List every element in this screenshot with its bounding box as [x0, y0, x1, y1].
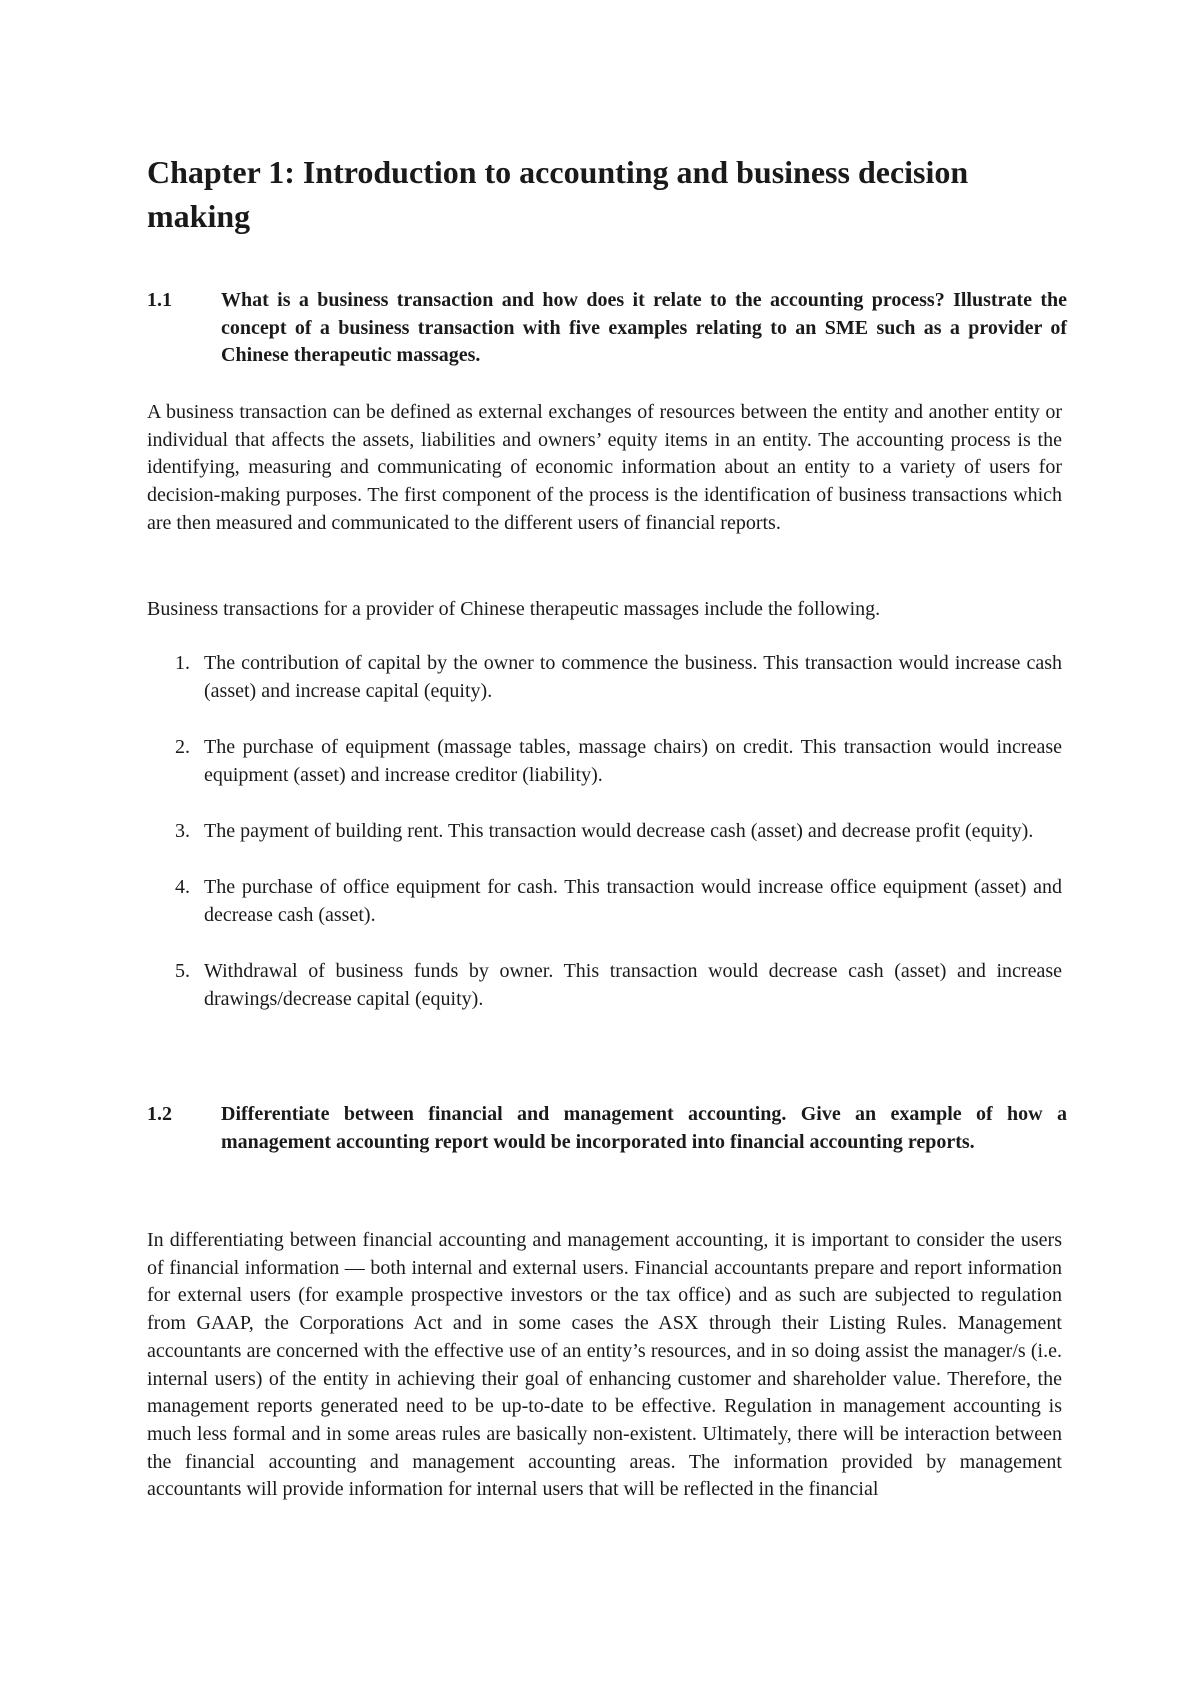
section-heading-1-1	[147, 287, 1067, 370]
transaction-list	[147, 649, 1062, 1041]
list-item	[147, 873, 1062, 929]
section-number: 1.1	[147, 289, 172, 311]
list-item	[147, 649, 1062, 705]
section-number: 1.2	[147, 1103, 172, 1125]
section-question: Differentiate between financial and management accounting. Give an example of how a management accounting report would be incorporated into financial accounting reports.	[221, 1103, 1067, 1153]
list-item-text: The purchase of equipment (massage tables, massage chairs) on credit. This transaction would increase equipment (asset) and increase creditor (liability).	[204, 736, 1062, 786]
chapter-title: Chapter 1: Introduction to accounting and business decision making	[147, 154, 969, 234]
list-item-number: 3.	[175, 820, 190, 842]
list-item-text: Withdrawal of business funds by owner. This transaction would decrease cash (asset) and increase drawings/decrease capital (equity).	[204, 960, 1062, 1010]
section-heading-1-2	[147, 1101, 1067, 1156]
list-item-number: 5.	[175, 960, 190, 982]
list-item	[147, 957, 1062, 1013]
list-item-text: The payment of building rent. This transaction would decrease cash (asset) and decrease profit (equity).	[204, 820, 1034, 842]
list-item-number: 1.	[175, 652, 190, 674]
list-item	[147, 817, 1062, 845]
list-item-number: 4.	[175, 876, 190, 898]
list-item-text: The contribution of capital by the owner to commence the business. This transaction would increase cash (asset) and increase capital (equity).	[204, 652, 1062, 702]
paragraph-business-transaction: A business transaction can be defined as external exchanges of resources between the entity and another entity or individual that affects the assets, liabilities and owners’ equity items in an entity. The accounting process is the identifying, measuring and communicating of economic information about an entity to a variety of users for decision-making purposes. The first component of the process is the identification of business transactions which are then measured and communicated to the different users of financial reports.	[147, 401, 1062, 534]
paragraph-transactions-intro: Business transactions for a provider of Chinese therapeutic massages include the following.	[147, 598, 881, 620]
list-item	[147, 733, 1062, 789]
section-question: What is a business transaction and how does it relate to the accounting process? Illustrate the concept of a business transaction with five examples relating to an SME such as a provider of Chinese therapeutic massages.	[221, 289, 1067, 366]
list-item-number: 2.	[175, 736, 190, 758]
paragraph-financial-vs-management: In differentiating between financial accounting and management accounting, it is important to consider the users of financial information — both internal and external users. Financial accountants prepare and report information for external users (for example prospective investors or the tax office) and as such are subjected to regulation from GAAP, the Corporations Act and in some cases the ASX through their Listing Rules. Management accountants are concerned with the effective use of an entity’s resources, and in so doing assist the manager/s (i.e. internal users) of the entity in achieving their goal of enhancing customer and shareholder value. Therefore, the management reports generated need to be up-to-date to be effective. Regulation in management accounting is much less formal and in some areas rules are basically non-existent. Ultimately, there will be interaction between the financial accounting and management accounting areas. The information provided by management accountants will provide information for internal users that will be reflected in the financial	[147, 1229, 1062, 1501]
list-item-text: The purchase of office equipment for cash. This transaction would increase office equipment (asset) and decrease cash (asset).	[204, 876, 1062, 926]
